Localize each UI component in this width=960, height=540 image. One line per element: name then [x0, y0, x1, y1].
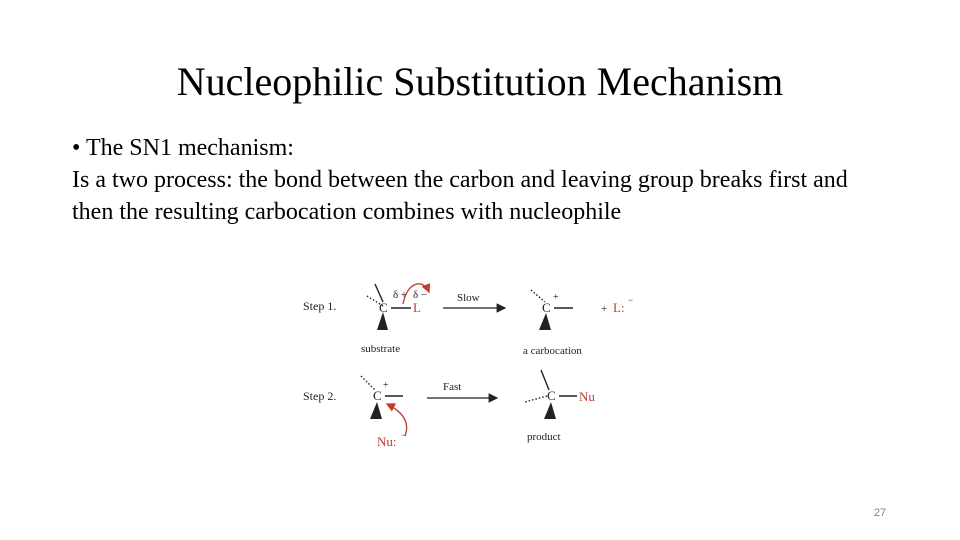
substrate-carbon: C — [379, 300, 388, 315]
delta-plus: δ + — [393, 289, 408, 301]
carbocation-caption: a carbocation — [523, 345, 582, 357]
product-bond-hashed — [525, 396, 547, 402]
nucleophile: Nu: — [377, 434, 397, 449]
step1-label: Step 1. — [303, 299, 337, 313]
leaving-ion: L: — [613, 300, 625, 315]
leaving-group: L — [413, 300, 421, 315]
product-carbon: C — [547, 388, 556, 403]
delta-minus: δ − — [413, 289, 428, 301]
product-bond-wedge — [544, 402, 556, 419]
step2-carbon: C — [373, 388, 382, 403]
fast-label: Fast — [443, 381, 462, 393]
product-caption: product — [527, 431, 561, 443]
substrate-caption: substrate — [361, 343, 401, 355]
step2-charge: + — [383, 380, 389, 391]
slow-label: Slow — [457, 292, 480, 304]
nucleophile-charge: − — [401, 430, 407, 440]
step2-carbocation-molecule — [361, 376, 403, 419]
slide-title: Nucleophilic Substitution Mechanism — [176, 59, 784, 104]
plus-sign: + — [601, 303, 608, 315]
carbocation-molecule — [531, 290, 573, 330]
carbocation-carbon: C — [542, 300, 551, 315]
carbocation-charge: + — [553, 292, 559, 303]
slide-number: 27 — [873, 507, 887, 519]
description-paragraph: Is a two process: the bond between the carbon and leaving group breaks first and then the resulting carbocation combines with nucleophile — [72, 167, 848, 225]
sn1-mechanism-diagram — [295, 272, 655, 452]
carbocation-bond-wedge — [539, 313, 551, 330]
slide-body — [72, 132, 892, 228]
bullet-sn1: • The SN1 mechanism: — [72, 135, 294, 161]
product-bond-top — [541, 370, 549, 390]
step2-label: Step 2. — [303, 389, 337, 403]
product-nucleophile: Nu — [579, 389, 595, 404]
leaving-ion-charge: − — [628, 295, 634, 305]
step2-bond-wedge — [370, 402, 382, 419]
